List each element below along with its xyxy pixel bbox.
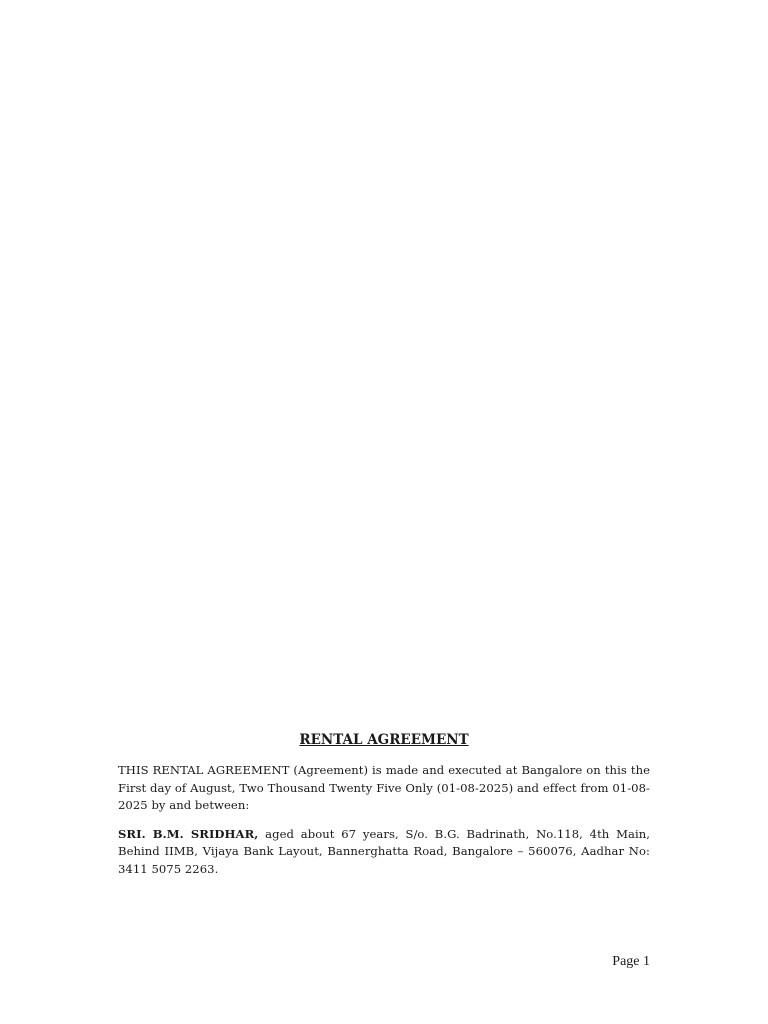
- party-name: SRI. B.M. SRIDHAR,: [118, 826, 259, 841]
- document-body: [118, 730, 650, 890]
- page-number: Page 1: [612, 954, 650, 969]
- party-paragraph: [118, 826, 650, 879]
- party-details: aged about 67 years, S/o. B.G. Badrinath, No.118, 4th Main, Behind IIMB, Vijaya Bank Layout, Bannerghatta Road, Bangalore – 560076, Aadhar No: 3411 5075 2263.: [118, 826, 650, 876]
- intro-paragraph: THIS RENTAL AGREEMENT (Agreement) is made and executed at Bangalore on this the First day of August, Two Thousand Twenty Five Only (01-08-2025) and effect from 01-08-2025 by and between:: [118, 763, 650, 813]
- document-title: RENTAL AGREEMENT: [299, 732, 469, 748]
